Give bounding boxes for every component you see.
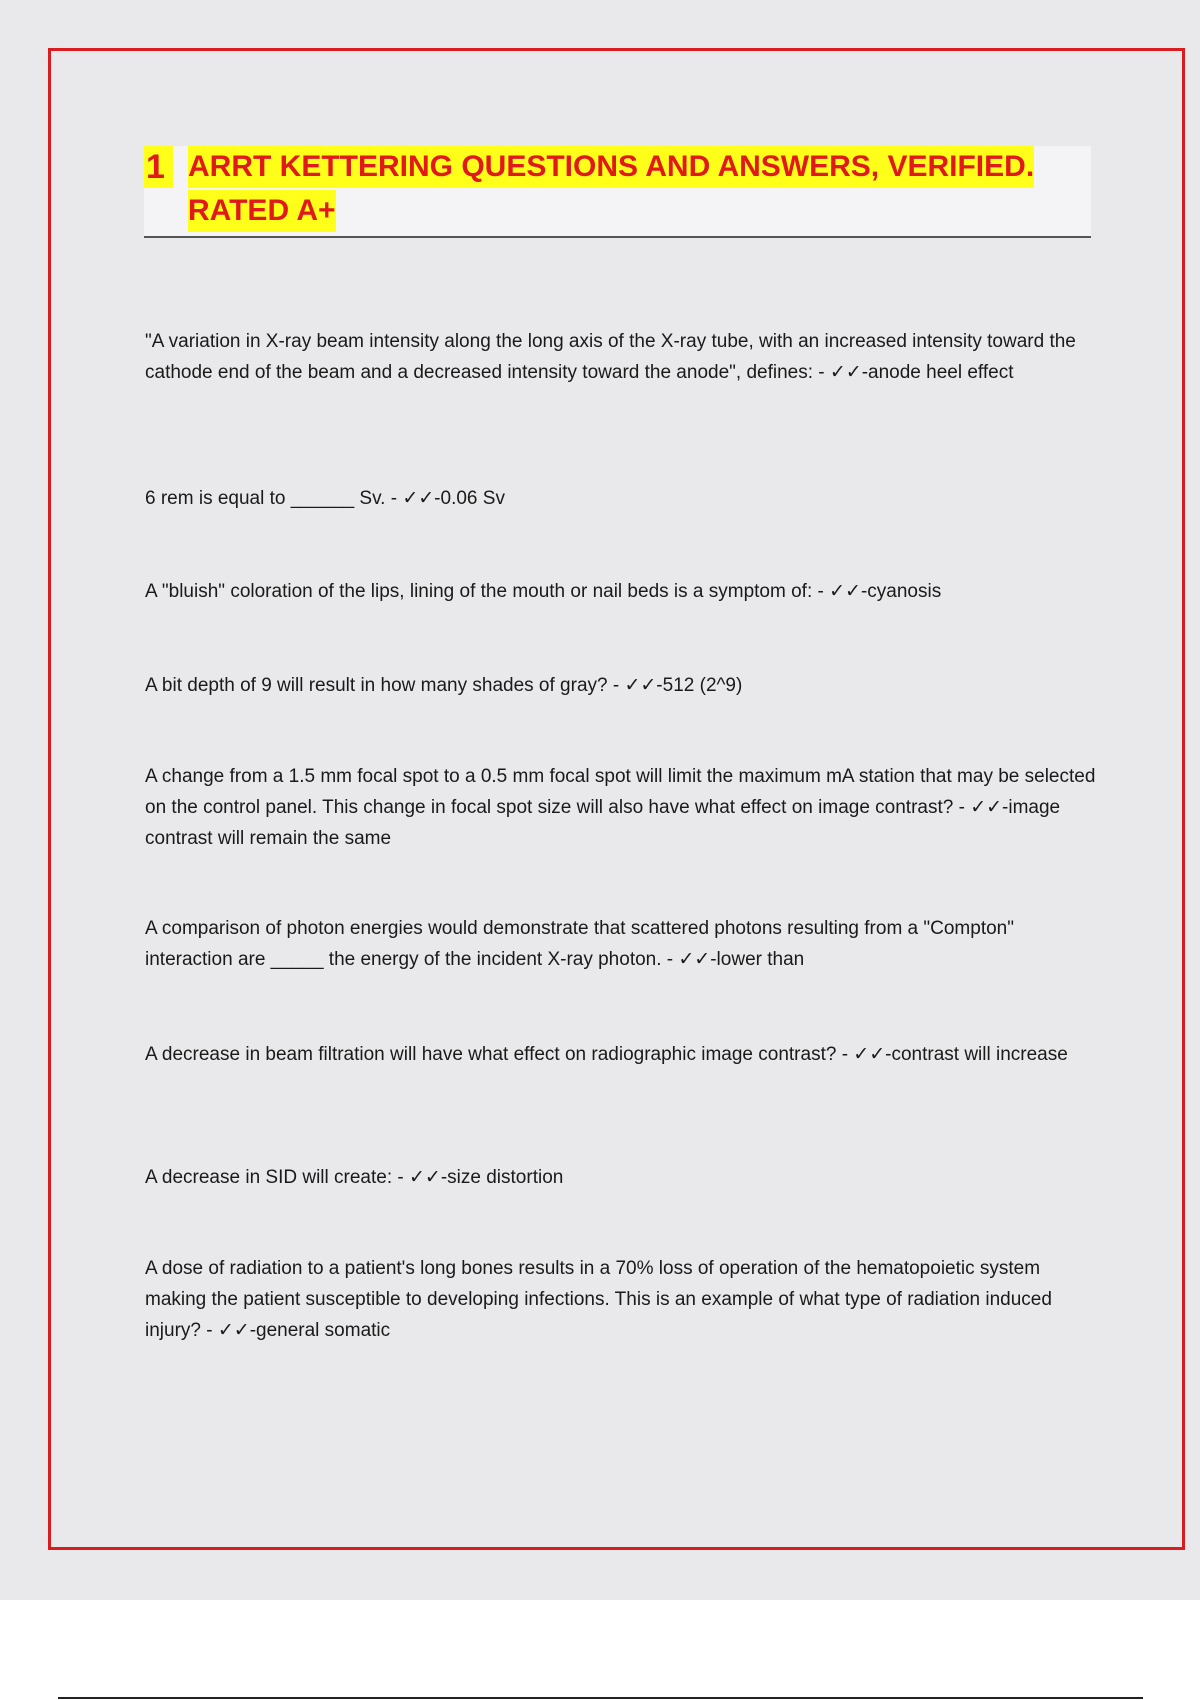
qa-item: A decrease in beam filtration will have what effect on radiographic image contrast? - ✓✓-contrast will increase [145,1044,1068,1065]
qa-item: A decrease in SID will create: - ✓✓-size distortion [145,1167,564,1188]
heading-number: 1 [144,146,173,188]
qa-item: A bit depth of 9 will result in how many shades of gray? - ✓✓-512 (2^9) [145,675,743,696]
qa-item: A dose of radiation to a patient's long bones results in a 70% loss of operation of the hematopoietic system making the patient susceptible to developing infections. This is an example of what type of radiation induced injury? - ✓✓-general somatic [145,1258,1052,1341]
qa-item: 6 rem is equal to ______ Sv. - ✓✓-0.06 Sv [145,488,505,509]
document-heading [144,146,1091,238]
qa-item: "A variation in X-ray beam intensity along the long axis of the X-ray tube, with an increased intensity toward the cathode end of the beam and a decreased intensity toward the anode", defines: - ✓✓-anode heel effect [145,331,1076,383]
qa-item: A "bluish" coloration of the lips, lining of the mouth or nail beds is a symptom of: - ✓✓-cyanosis [145,581,942,602]
qa-item: A change from a 1.5 mm focal spot to a 0.5 mm focal spot will limit the maximum mA station that may be selected on the control panel. This change in focal spot size will also have what effect on image contrast? - ✓✓-image contrast will remain the same [145,766,1096,849]
heading-title-line2: RATED A+ [188,190,336,232]
bottom-divider [58,1697,1143,1699]
heading-title-line1: ARRT KETTERING QUESTIONS AND ANSWERS, VERIFIED. [188,146,1034,188]
qa-item: A comparison of photon energies would demonstrate that scattered photons resulting from a "Compton" interaction are _____ the energy of the incident X-ray photon. - ✓✓-lower than [145,918,1014,970]
